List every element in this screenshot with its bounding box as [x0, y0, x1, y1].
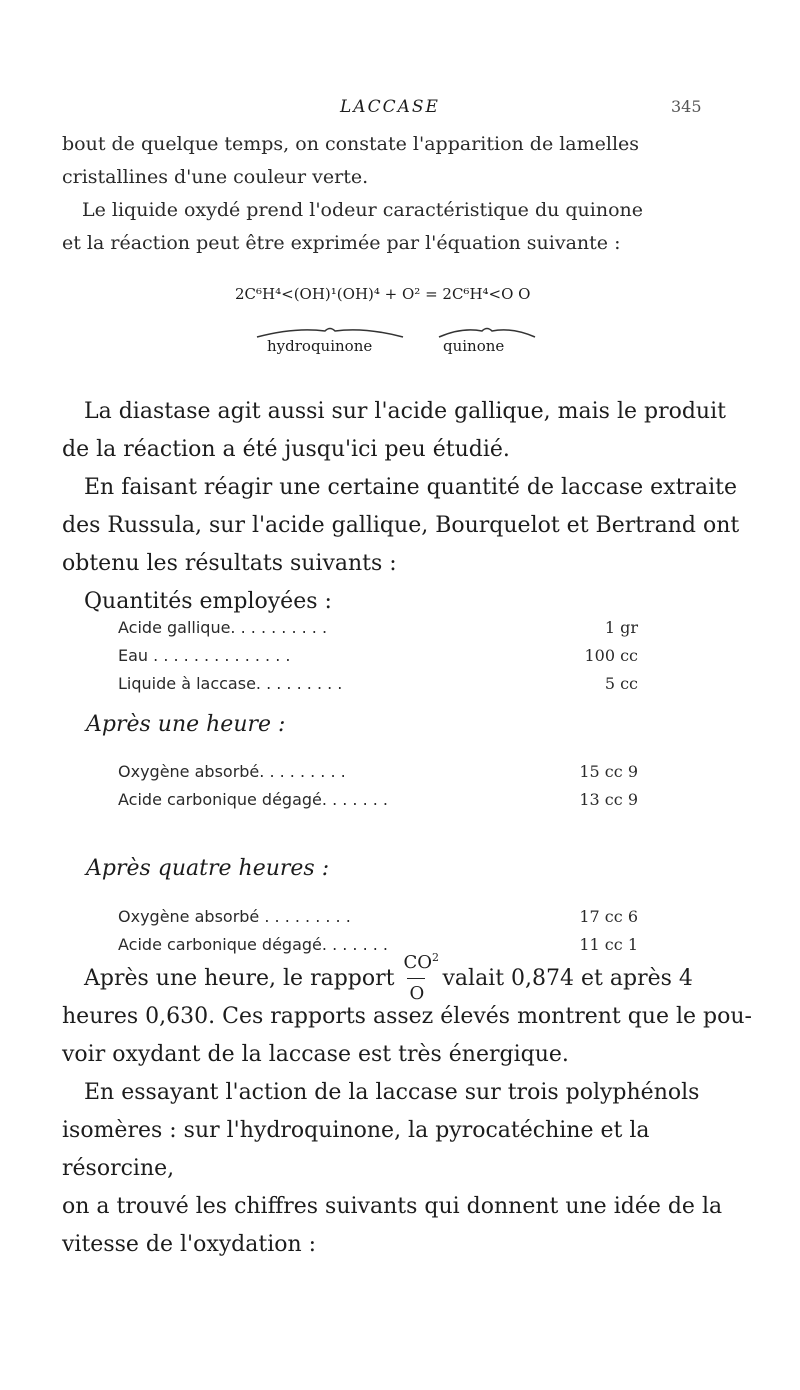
text-line: Le liquide oxydé prend l'odeur caractéristique du quinone: [82, 199, 644, 221]
text-line: voir oxydant de la laccase est très énergique.: [62, 1042, 569, 1067]
equation-formula: 2C⁶H⁴<(OH)¹(OH)⁴ + O² = 2C⁶H⁴<O O: [235, 285, 531, 303]
label-hydroquinone: hydroquinone: [267, 337, 373, 355]
label-quinone: quinone: [443, 337, 505, 355]
text-line: Après une heure, le rapport $\frac{CO^2}{O}$ valait 0,874 et après 4: [84, 951, 693, 1004]
chemical-equation: [205, 285, 625, 375]
text-line: obtenu les résultats suivants :: [62, 551, 397, 576]
text-line: et la réaction peut être exprimée par l'équation suivante :: [62, 232, 621, 254]
page-number: 345: [671, 97, 702, 116]
section-title-one-hour: Après une heure :: [86, 712, 286, 737]
body-paragraph: [62, 393, 757, 621]
quantities-table: [118, 618, 638, 702]
table-row: Oxygène absorbé. . . . . . . . . 15 cc 9: [118, 762, 638, 781]
intro-paragraph: [62, 128, 752, 260]
co2-o-ratio: $\frac{CO^2}{O}$: [403, 951, 440, 1004]
text-line: heures 0,630. Ces rapports assez élevés montrent que le pou-: [62, 1004, 752, 1029]
section-title-four-hours: Après quatre heures :: [86, 856, 330, 881]
page-header: [0, 97, 800, 121]
text-line: Quantités employées :: [84, 589, 332, 614]
table-row: Eau . . . . . . . . . . . . . . 100 cc: [118, 646, 638, 665]
text-line: isomères : sur l'hydroquinone, la pyrocatéchine et la résorcine,: [62, 1118, 650, 1181]
table-row: Acide carbonique dégagé. . . . . . . 11 cc 1: [118, 935, 638, 954]
text-line: En faisant réagir une certaine quantité de laccase extraite: [84, 475, 737, 500]
conclusion-paragraph: [62, 951, 757, 1264]
text-line: En essayant l'action de la laccase sur trois polyphénols: [84, 1080, 700, 1105]
text-line: bout de quelque temps, on constate l'apparition de lamelles: [62, 133, 640, 155]
results-one-hour-table: [118, 762, 638, 818]
table-row: Acide gallique. . . . . . . . . . 1 gr: [118, 618, 638, 637]
table-row: Liquide à laccase. . . . . . . . . 5 cc: [118, 674, 638, 693]
running-title: LACCASE: [340, 97, 440, 117]
text-line: des Russula, sur l'acide gallique, Bourquelot et Bertrand ont: [62, 513, 740, 538]
text-line: on a trouvé les chiffres suivants qui donnent une idée de la: [62, 1194, 723, 1219]
table-row: Oxygène absorbé . . . . . . . . . 17 cc 6: [118, 907, 638, 926]
table-row: Acide carbonique dégagé. . . . . . . 13 cc 9: [118, 790, 638, 809]
text-line: La diastase agit aussi sur l'acide gallique, mais le produit: [84, 399, 726, 424]
text-line: vitesse de l'oxydation :: [62, 1232, 317, 1257]
text-line: de la réaction a été jusqu'ici peu étudié.: [62, 437, 510, 462]
results-four-hours-table: [118, 907, 638, 963]
text-line: cristallines d'une couleur verte.: [62, 166, 369, 188]
